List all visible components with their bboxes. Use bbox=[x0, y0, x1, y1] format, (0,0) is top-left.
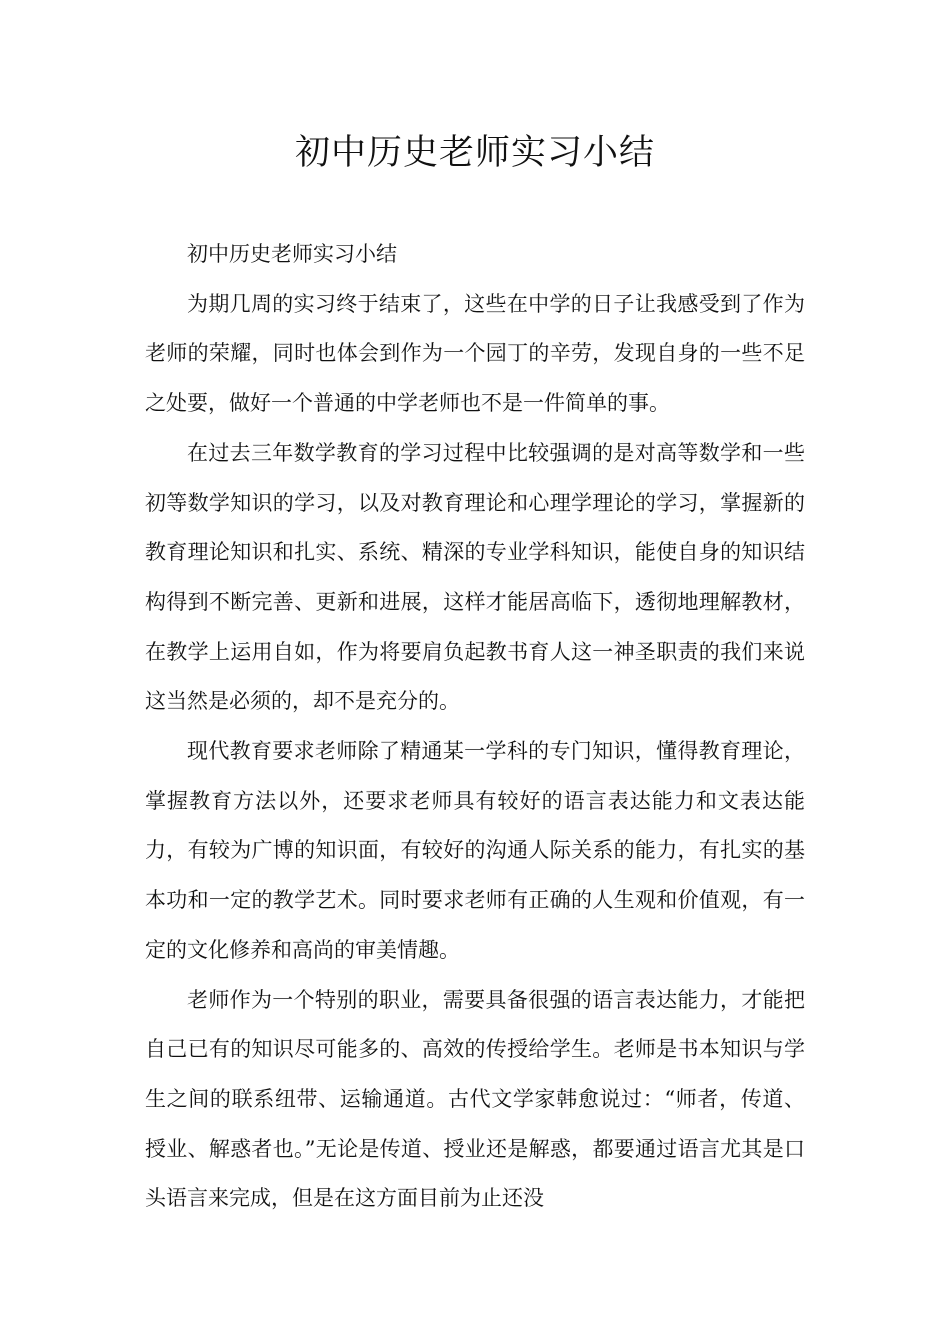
paragraph: 现代教育要求老师除了精通某一学科的专门知识，懂得教育理论，掌握教育方法以外，还要求老师具有较好的语言表达能力和文表达能力，有较为广博的知识面，有较好的沟通人际关系的能力，有扎实的基本功和一定的教学艺术。同时要求老师有正确的人生观和价值观，有一定的文化修养和高尚的审美情趣。 bbox=[145, 739, 805, 962]
paragraph: 老师作为一个特别的职业，需要具备很强的语言表达能力，才能把自己已有的知识尽可能多的、高效的传授给学生。老师是书本知识与学生之间的联系纽带、运输通道。古代文学家韩愈说过：“师者，传道、授业、解惑者也。”无论是传道、授业还是解惑，都要通过语言尤其是口头语言来完成，但是在这方面目前为止还没 bbox=[145, 987, 805, 1211]
paragraph: 在过去三年数学教育的学习过程中比较强调的是对高等数学和一些初等数学知识的学习，以及对教育理论和心理学理论的学习，掌握新的教育理论知识和扎实、系统、精深的专业学科知识，能使自身的知识结构得到不断完善、更新和进展，这样才能居高临下，透彻地理解教材，在教学上运用自如，作为将要肩负起教书育人这一神圣职责的我们来说这当然是必须的，却不是充分的。 bbox=[145, 440, 805, 714]
document-title: 初中历史老师实习小结 bbox=[294, 133, 655, 173]
document-body bbox=[145, 230, 805, 1224]
paragraph: 为期几周的实习终于结束了，这些在中学的日子让我感受到了作为老师的荣耀，同时也体会到作为一个园丁的辛劳，发现自身的一些不足之处要，做好一个普通的中学老师也不是一件简单的事。 bbox=[145, 291, 805, 416]
paragraph-heading: 初中历史老师实习小结 bbox=[187, 242, 397, 266]
